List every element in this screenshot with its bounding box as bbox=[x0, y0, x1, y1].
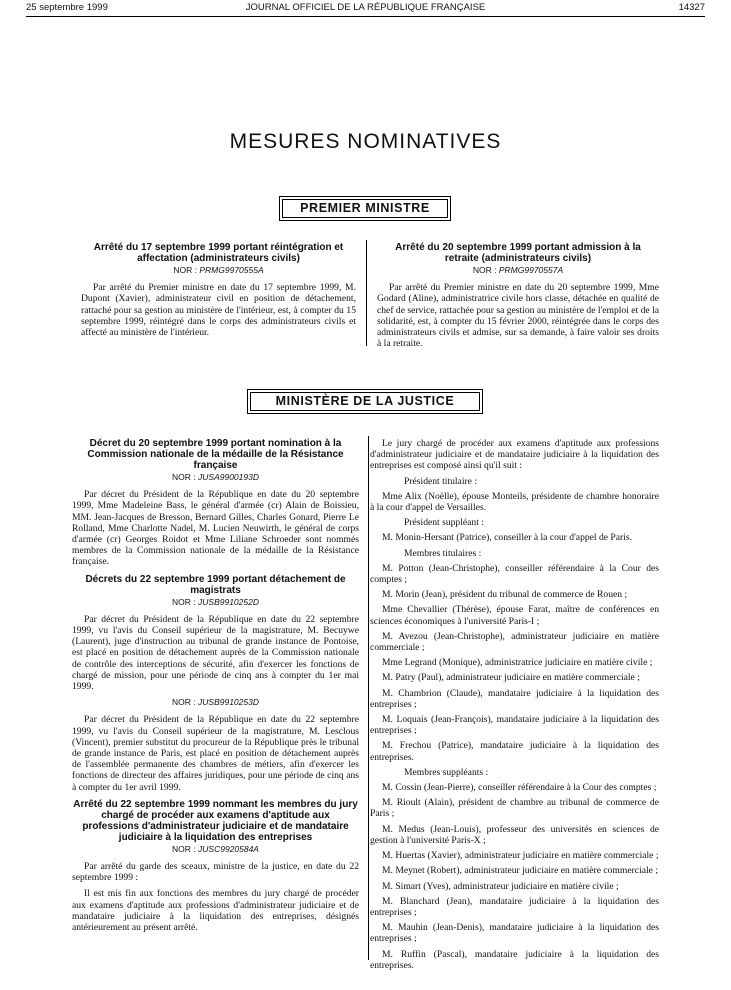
jury-member: M. Mauhin (Jean-Denis), mandataire judiciaire à la liquidation des entreprises ; bbox=[370, 922, 659, 945]
header-page-number: 14327 bbox=[678, 2, 705, 13]
header-rule bbox=[26, 16, 705, 17]
article-body: Par arrêté du Premier ministre en date du 20 septembre 1999, Mme Godard (Aline), administratrice civile hors classe, détachée en qualité de chef de service, rattachée pour sa gestion au ministère de l'emploi et de la solidarité, est, à compter du 15 février 2000, réintégrée dans le corps des administrateurs civils et admise, sur sa demande, à faire valoir ses droits à la retraite. bbox=[377, 282, 659, 350]
article-right-premier-ministre bbox=[377, 242, 659, 354]
article-title: Arrêté du 22 septembre 1999 nommant les membres du jury chargé de procéder aux examens d'aptitude aux professions d'administrateur judiciaire et de mandataire judiciaire à la liquidation des entreprises bbox=[73, 798, 358, 843]
jury-intro: Le jury chargé de procéder aux examens d'aptitude aux professions d'administrateur judiciaire et de mandataire judiciaire à la liquidation des entreprises est composé ainsi qu'il suit : bbox=[370, 438, 659, 472]
article-body: Par arrêté du Premier ministre en date du 17 septembre 1999, M. Dupont (Xavier), administrateur civil en position de détachement, rattaché pour sa gestion au ministère de l'intérieur, est, à compter du 15 septembre 1999, réintégré dans le corps des administrateurs civils et affecté au ministère de l'intérieur. bbox=[81, 282, 356, 339]
jury-heading: Membres titulaires : bbox=[404, 547, 482, 559]
jury-member: M. Morin (Jean), président du tribunal de commerce de Rouen ; bbox=[382, 589, 628, 601]
main-title: MESURES NOMINATIVES bbox=[229, 130, 502, 153]
jury-member: M. Blanchard (Jean), mandataire judiciaire à la liquidation des entreprises ; bbox=[370, 895, 659, 918]
jury-member: M. Cossin (Jean-Pierre), conseiller référendaire à la Cour des comptes ; bbox=[382, 782, 657, 794]
jury-member: M. Rioult (Alain), président de chambre au tribunal de commerce de Paris ; bbox=[370, 797, 659, 820]
jury-member: M. Patry (Paul), administrateur judiciaire en matière commerciale ; bbox=[382, 672, 640, 684]
column-divider bbox=[366, 240, 367, 346]
article-body: Par arrêté du garde des sceaux, ministre de la justice, en date du 22 septembre 1999 : bbox=[72, 861, 359, 884]
article-title: Décrets du 22 septembre 1999 portant détachement de magistrats bbox=[85, 573, 346, 596]
article-body: Par décret du Président de la République en date du 22 septembre 1999, vu l'avis du Conseil supérieur de la magistrature, M. Becuywe (Laurent), juge d'instruction au tribunal de grande instance de Pontoise, est placé en position de détachement auprès de la Commission nationale de contrôle des interceptions de sécurité, afin d'exercer les fonctions de chargé de mission, pour une période de cinq ans à compter du 1er mai 1999. bbox=[72, 613, 359, 693]
article-title: Arrêté du 17 septembre 1999 portant réintégration et affectation (administrateurs civils) bbox=[93, 242, 344, 264]
column-right-justice bbox=[370, 438, 659, 975]
jury-member: M. Frechou (Patrice), mandataire judiciaire à la liquidation des entreprises. bbox=[370, 740, 659, 763]
article-body: Il est mis fin aux fonctions des membres du jury chargé de procéder aux examens d'aptitude aux professions d'administrateur judiciaire et de mandataire judiciaire à la liquidation des entreprises, désignés antérieurement au présent arrêté. bbox=[72, 888, 359, 934]
jury-member: M. Loquais (Jean-François), mandataire judiciaire à la liquidation des entreprises ; bbox=[370, 714, 659, 737]
section-ministere-justice-box bbox=[247, 389, 483, 414]
article-left-premier-ministre bbox=[81, 242, 356, 343]
jury-member: Mme Alix (Noëlle), épouse Monteils, présidente de chambre honoraire à la cour d'appel de Versailles. bbox=[370, 490, 659, 514]
column-left-justice bbox=[72, 438, 359, 938]
nor-reference: NOR : PRMG9970557A bbox=[472, 265, 564, 275]
header-journal-title: JOURNAL OFFICIEL DE LA RÉPUBLIQUE FRANÇAISE bbox=[245, 2, 486, 13]
nor-reference: NOR : JUSB9910252D bbox=[172, 596, 259, 607]
jury-heading: Président suppléant : bbox=[404, 517, 484, 529]
article-title: Arrêté du 20 septembre 1999 portant admission à la retraite (administrateurs civils) bbox=[395, 242, 641, 264]
section-premier-ministre-box bbox=[279, 196, 451, 221]
article-title: Décret du 20 septembre 1999 portant nomination à la Commission nationale de la médaille de la Résistance française bbox=[87, 438, 344, 471]
section-title: MINISTÈRE DE LA JUSTICE bbox=[275, 394, 455, 408]
article-body: Par décret du Président de la République en date du 22 septembre 1999, vu l'avis du Conseil supérieur de la magistrature, M. Lesclous (Vincent), premier substitut du procureur de la République près le tribunal de grande instance de Paris, est placé en position de détachement auprès de l'assemblée permanente des chambres de métiers, afin d'exercer les fonctions de directeur des affaires juridiques, pour une période de cinq ans à compter du 1er avril 1999. bbox=[72, 714, 359, 793]
jury-member: M. Meynet (Robert), administrateur judiciaire en matière commerciale ; bbox=[382, 865, 658, 877]
jury-heading: Membres suppléants : bbox=[404, 766, 489, 778]
nor-reference: NOR : JUSC9920584A bbox=[172, 843, 259, 854]
titulaires-list bbox=[370, 563, 659, 763]
suppleants-list bbox=[370, 782, 659, 971]
jury-member: M. Ruffin (Pascal), mandataire judiciaire à la liquidation des entreprises. bbox=[370, 948, 659, 971]
jury-member: Mme Chevallier (Thérèse), épouse Farat, maître de conférences en sciences économiques à l'université Paris-I ; bbox=[370, 604, 659, 627]
header-date: 25 septembre 1999 bbox=[26, 2, 108, 13]
jury-member: M. Avezou (Jean-Christophe), administrateur judiciaire en matière commerciale ; bbox=[370, 630, 659, 654]
jury-member: M. Potton (Jean-Christophe), conseiller référendaire à la Cour des comptes ; bbox=[370, 562, 659, 586]
column-divider bbox=[368, 436, 369, 960]
nor-reference: NOR : PRMG9970555A bbox=[173, 265, 264, 275]
jury-member: Mme Legrand (Monique), administratrice judiciaire en matière civile ; bbox=[382, 657, 653, 669]
section-title: PREMIER MINISTRE bbox=[300, 201, 430, 215]
article-body: Par décret du Président de la République en date du 20 septembre 1999, Mme Madeleine Bass, le général d'armée (cr) Alain de Boissieu, MM. Jean-Jacques de Bresson, Bernard Gilles, Charles Gonard, Pierre Le Rolland, Mme Charlotte Nadel, M. Lucien Neuwirth, le général de corps d'armée (cr) Georges Roidot et Mme Liliane Schroeder sont nommés membres de la Commission nationale de la médaille de la Résistance française. bbox=[72, 489, 359, 568]
nor-reference: NOR : JUSB9910253D bbox=[172, 697, 259, 708]
jury-member: M. Monin-Hersant (Patrice), conseiller à la cour d'appel de Paris. bbox=[382, 532, 633, 544]
jury-heading: Président titulaire : bbox=[404, 475, 478, 487]
jury-member: M. Huertas (Xavier), administrateur judiciaire en matière commerciale ; bbox=[382, 850, 659, 862]
jury-member: M. Chambrion (Claude), mandataire judiciaire à la liquidation des entreprises ; bbox=[370, 687, 659, 710]
jury-member: M. Simart (Yves), administrateur judiciaire en matière civile ; bbox=[382, 880, 619, 892]
nor-reference: NOR : JUSA9900193D bbox=[172, 472, 259, 482]
running-header bbox=[0, 0, 731, 18]
jury-member: M. Medus (Jean-Louis), professeur des universités en sciences de gestion à l'université Paris-X ; bbox=[370, 823, 659, 846]
